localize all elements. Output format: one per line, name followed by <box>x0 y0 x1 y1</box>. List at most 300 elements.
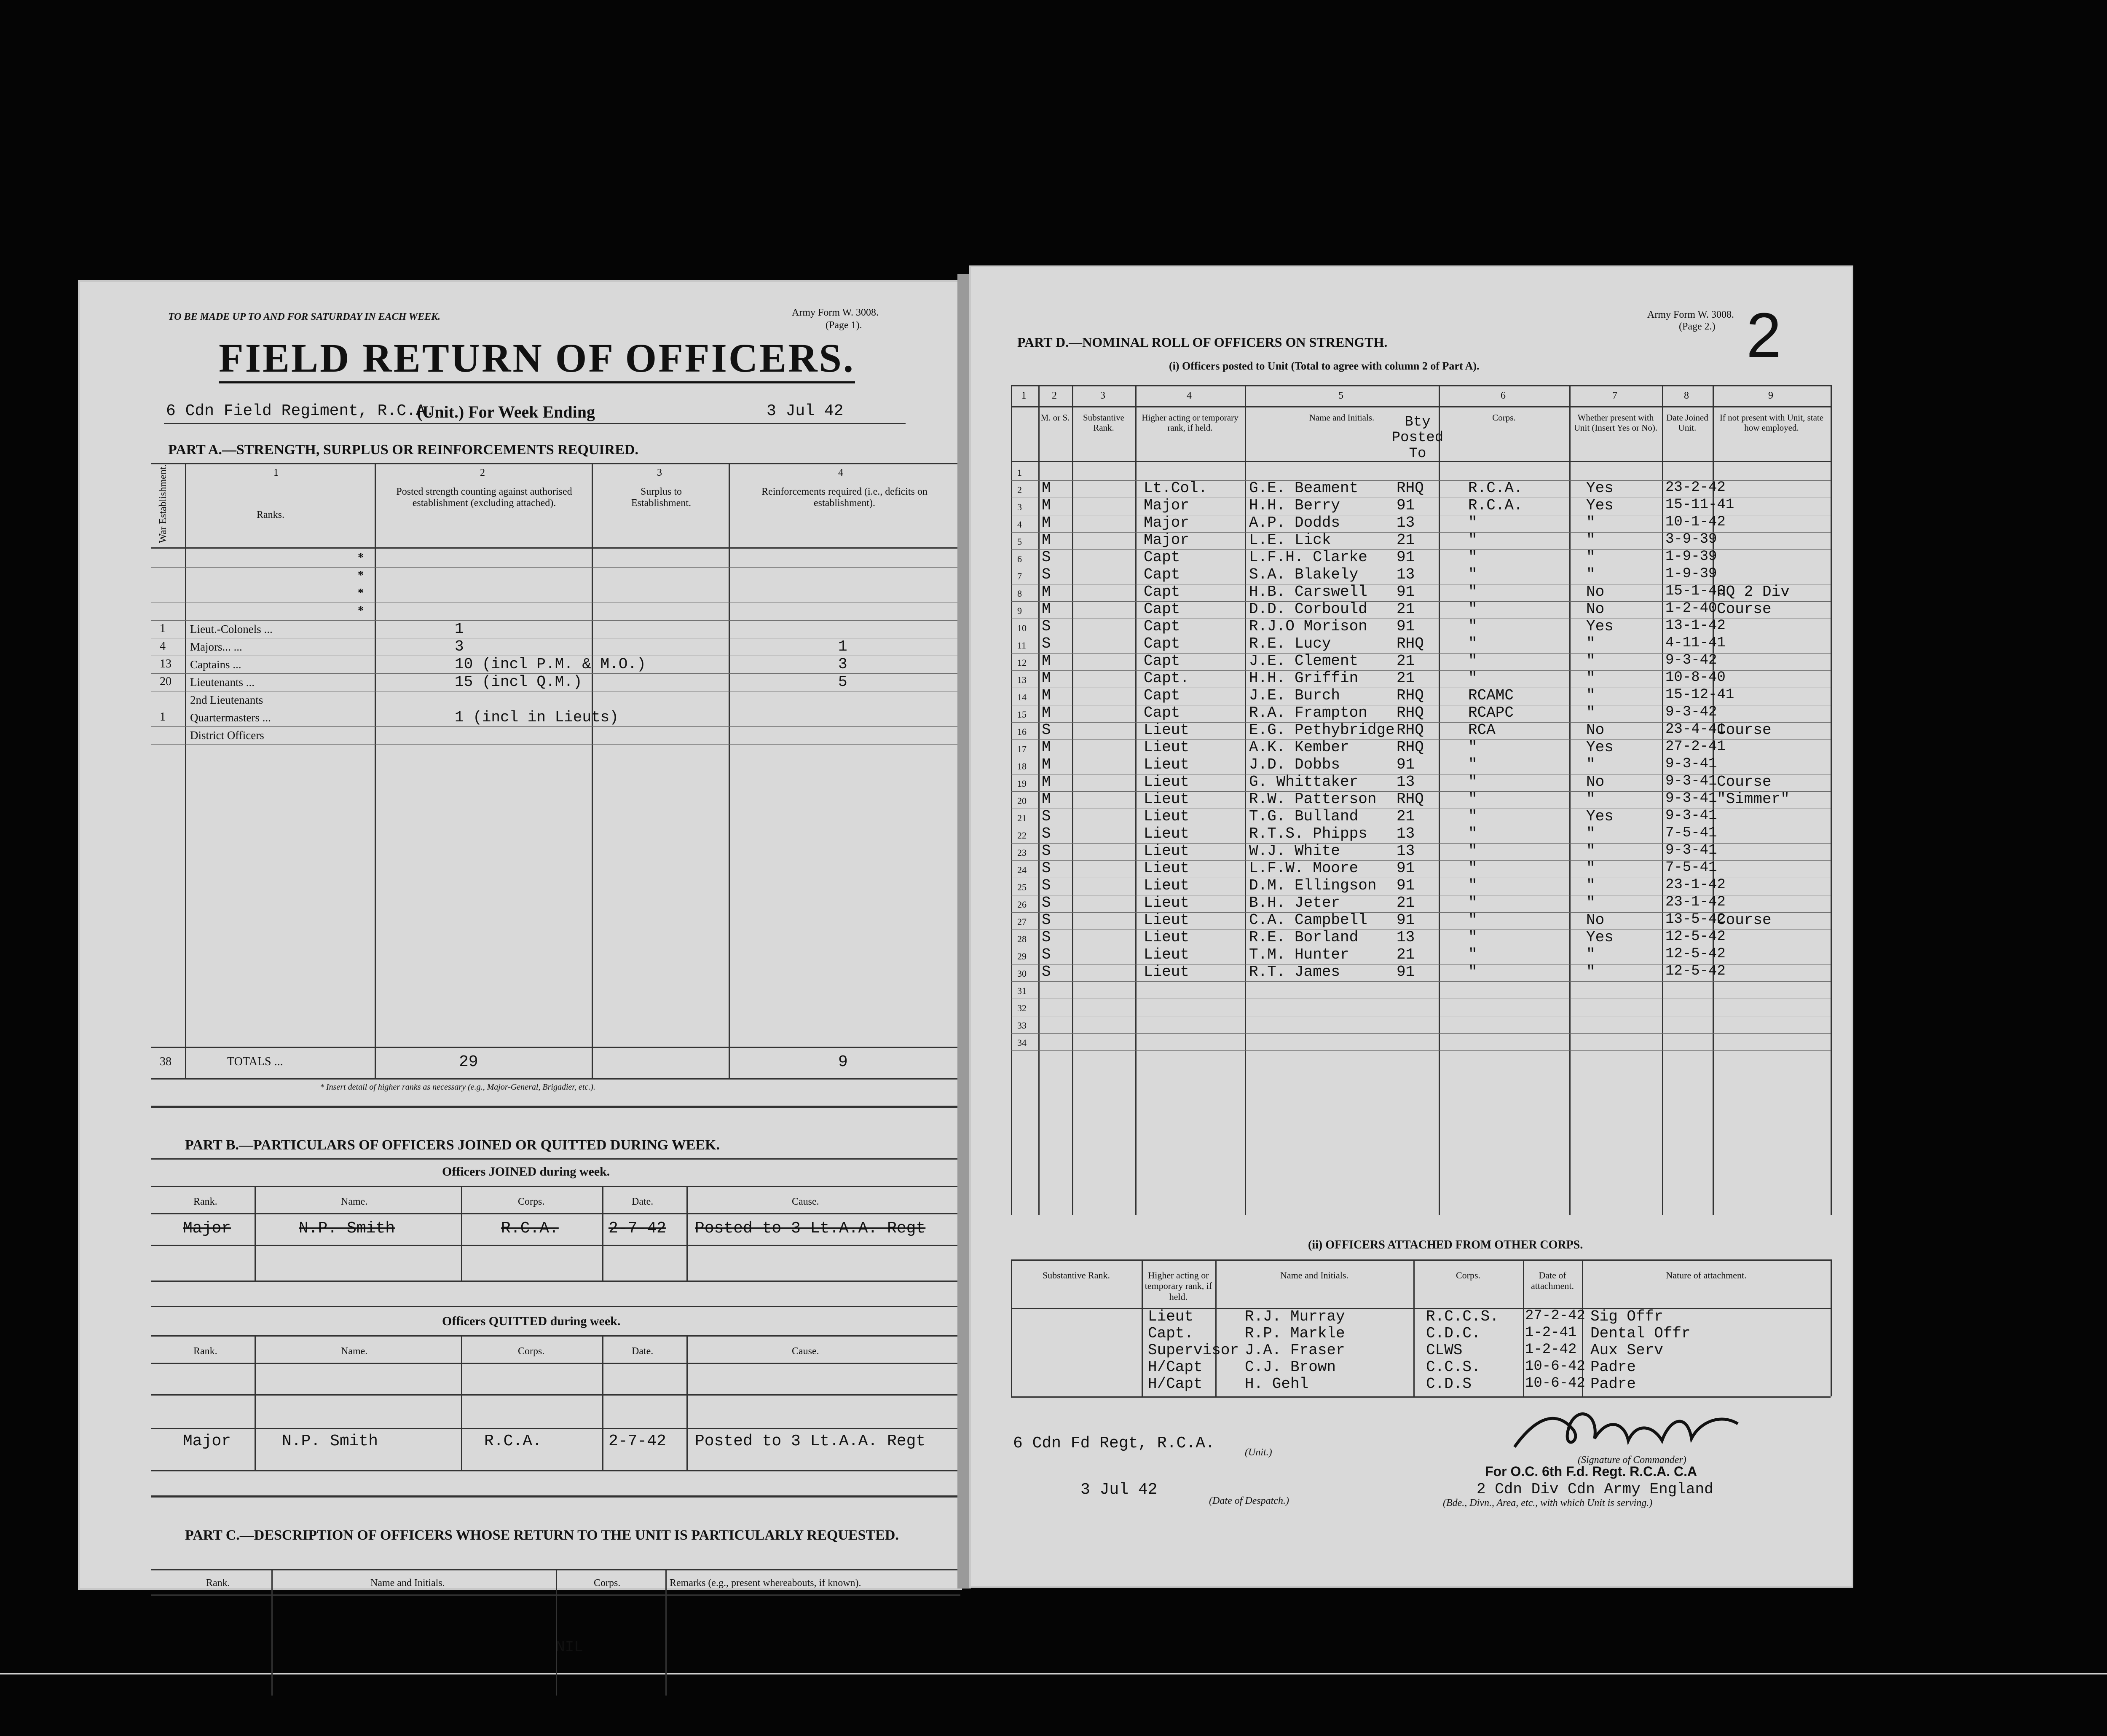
row-number: 12 <box>1017 657 1027 668</box>
battery: 91 <box>1397 860 1415 877</box>
officer-name: A.K. Kember <box>1249 739 1349 756</box>
col-name: Name. <box>341 1196 368 1207</box>
form-title: FIELD RETURN OF OFFICERS. <box>219 335 855 383</box>
unit-name: 6 Cdn Field Regiment, R.C.A. <box>166 402 435 420</box>
column-header: Higher acting or temporary rank, if held. <box>1142 413 1238 433</box>
corps: " <box>1468 894 1477 911</box>
column-header: Date Joined Unit. <box>1666 413 1708 433</box>
officer-name: E.G. Pethybridge <box>1249 721 1395 739</box>
employment: Course <box>1717 721 1772 739</box>
asterisk: * <box>358 604 364 617</box>
acting-rank: Lieut <box>1144 721 1190 739</box>
acting-rank: Capt <box>1144 618 1180 635</box>
column-number: 9 <box>1768 390 1773 401</box>
corps: " <box>1468 756 1477 773</box>
battery: 21 <box>1397 600 1415 618</box>
officer-name: B.H. Jeter <box>1249 894 1340 911</box>
attached-rank: Lieut <box>1148 1308 1194 1325</box>
rank-label: Lieut.-Colonels ... <box>190 623 273 635</box>
war-establishment: 1 <box>160 622 166 635</box>
battery: RHQ <box>1397 704 1424 721</box>
attached-nature: Sig Offr <box>1590 1308 1663 1325</box>
battery: 91 <box>1397 877 1415 894</box>
battery: 13 <box>1397 825 1415 842</box>
ms: S <box>1042 963 1051 981</box>
joined-name: N.P. Smith <box>299 1219 395 1238</box>
officer-name: H.H. Griffin <box>1249 670 1359 687</box>
col-rank: Rank. <box>193 1196 217 1207</box>
formation-label: (Bde., Divn., Area, etc., with which Unit is serving.) <box>1443 1498 1653 1508</box>
attached-corps: C.D.C. <box>1426 1325 1481 1342</box>
ms: S <box>1042 842 1051 860</box>
attached-corps: C.D.S <box>1426 1375 1472 1393</box>
column-number: 2 <box>1052 390 1057 401</box>
quitted-name: N.P. Smith <box>282 1432 378 1450</box>
present: Yes <box>1586 739 1614 756</box>
column-header: Substantive Rank. <box>1083 413 1124 433</box>
signature <box>1510 1401 1746 1460</box>
attached-nature: Dental Offr <box>1590 1325 1691 1342</box>
employment: "Simmer" <box>1717 790 1790 808</box>
column-number: 1 <box>1021 390 1027 401</box>
present: No <box>1586 583 1605 600</box>
totals-posted: 29 <box>459 1053 478 1071</box>
corps: " <box>1468 618 1477 635</box>
footer-date-label: (Date of Despatch.) <box>1209 1495 1289 1506</box>
attached-header: Date of attachment. <box>1531 1270 1574 1291</box>
joined-cause: Posted to 3 Lt.A.A. Regt <box>695 1219 926 1238</box>
attached-corps: R.C.C.S. <box>1426 1308 1499 1325</box>
date-joined: 9-3-42 <box>1665 652 1717 668</box>
date-joined: 23-1-42 <box>1665 877 1726 893</box>
col-num: 4 <box>838 467 843 478</box>
acting-rank: Lieut <box>1144 929 1190 946</box>
battery: RHQ <box>1397 790 1424 808</box>
attached-date: 10-6-42 <box>1525 1375 1585 1391</box>
attached-corps: CLWS <box>1426 1342 1463 1359</box>
present: " <box>1586 825 1595 842</box>
footer-date: 3 Jul 42 <box>1080 1481 1158 1499</box>
reinforcements: 1 <box>838 638 847 655</box>
col-rank: Rank. <box>206 1578 230 1589</box>
ms: S <box>1042 825 1051 842</box>
col-reinforcements: Reinforcements required (i.e., deficits on establishment). <box>761 486 928 509</box>
corps: R.C.A. <box>1468 480 1523 497</box>
officer-name: H.H. Berry <box>1249 497 1340 514</box>
date-joined: 3-9-39 <box>1665 531 1717 547</box>
corps: " <box>1468 549 1477 566</box>
acting-rank: Capt <box>1144 635 1180 652</box>
column-number: 6 <box>1501 390 1506 401</box>
battery: 91 <box>1397 963 1415 981</box>
asterisk: * <box>358 551 364 564</box>
present: " <box>1586 704 1595 721</box>
present: " <box>1586 549 1595 566</box>
corps: " <box>1468 670 1477 687</box>
week-ending: 3 Jul 42 <box>767 402 844 420</box>
rank-label: District Officers <box>190 729 264 742</box>
war-establishment: 13 <box>160 657 172 670</box>
rank-label: Lieutenants ... <box>190 676 255 689</box>
asterisk: * <box>358 587 364 600</box>
corps: " <box>1468 911 1477 929</box>
attached-rank: H/Capt <box>1148 1375 1203 1393</box>
page-number: (Page 1). <box>826 320 862 331</box>
date-joined: 27-2-41 <box>1665 739 1726 755</box>
date-joined: 15-1-40 <box>1665 583 1726 599</box>
col-num: 1 <box>273 467 279 478</box>
column-number: 7 <box>1612 390 1617 401</box>
rank-label: 2nd Lieutenants <box>190 694 263 706</box>
attached-rank: Capt. <box>1148 1325 1194 1342</box>
date-joined: 13-5-42 <box>1665 911 1726 927</box>
row-number: 2 <box>1017 485 1022 495</box>
column-header: If not present with Unit, state how employed. <box>1719 413 1824 433</box>
col-num: 2 <box>480 467 485 478</box>
col-corps: Corps. <box>594 1578 621 1589</box>
column-header: Corps. <box>1492 413 1516 423</box>
page-number: (Page 2.) <box>1679 321 1716 332</box>
ms: M <box>1042 704 1051 721</box>
acting-rank: Lieut <box>1144 946 1190 963</box>
date-joined: 1-9-39 <box>1665 566 1717 582</box>
ms: S <box>1042 618 1051 635</box>
col-corps: Corps. <box>518 1196 545 1207</box>
present: Yes <box>1586 929 1614 946</box>
ms: S <box>1042 549 1051 566</box>
row-number: 33 <box>1017 1020 1027 1031</box>
officer-name: D.D. Corbould <box>1249 600 1367 618</box>
officer-name: J.D. Dobbs <box>1249 756 1340 773</box>
row-number: 19 <box>1017 778 1027 789</box>
row-number: 14 <box>1017 692 1027 702</box>
acting-rank: Major <box>1144 514 1190 531</box>
attached-name: C.J. Brown <box>1245 1358 1336 1376</box>
unit-label: (Unit.) For Week Ending <box>417 402 595 421</box>
sub-ii-title: (ii) OFFICERS ATTACHED FROM OTHER CORPS. <box>1308 1238 1583 1251</box>
present: " <box>1586 756 1595 773</box>
ms: M <box>1042 531 1051 549</box>
acting-rank: Capt <box>1144 583 1180 600</box>
corps: " <box>1468 946 1477 963</box>
officer-name: T.M. Hunter <box>1249 946 1349 963</box>
col-surplus: Surplus to Establishment. <box>631 486 691 509</box>
asterisk: * <box>358 569 364 582</box>
corps: " <box>1468 514 1477 531</box>
quitted-title: Officers QUITTED during week. <box>442 1314 621 1328</box>
col-rank: Rank. <box>193 1346 217 1357</box>
totals-est: 38 <box>160 1055 172 1068</box>
officer-name: L.E. Lick <box>1249 531 1331 549</box>
row-number: 7 <box>1017 571 1022 581</box>
footnote: * Insert detail of higher ranks as necessary (e.g., Major-General, Brigadier, etc.). <box>320 1082 595 1092</box>
ms: S <box>1042 877 1051 894</box>
posted-strength: 1 (incl in Lieuts) <box>455 709 619 726</box>
ms: M <box>1042 739 1051 756</box>
ms: M <box>1042 756 1051 773</box>
officer-name: R.T.S. Phipps <box>1249 825 1367 842</box>
quitted-rank: Major <box>183 1432 231 1450</box>
ms: M <box>1042 583 1051 600</box>
present: " <box>1586 963 1595 981</box>
row-number: 24 <box>1017 865 1027 875</box>
attached-header: Higher acting or temporary rank, if held. <box>1145 1270 1212 1302</box>
corps: " <box>1468 583 1477 600</box>
attached-date: 10-6-42 <box>1525 1358 1585 1374</box>
officer-name: D.M. Ellingson <box>1249 877 1377 894</box>
battery: 21 <box>1397 652 1415 670</box>
corps: " <box>1468 600 1477 618</box>
posted-strength: 15 (incl Q.M.) <box>455 673 582 691</box>
attached-date: 1-2-42 <box>1525 1342 1577 1358</box>
row-number: 31 <box>1017 986 1027 996</box>
sub-i-title: (i) Officers posted to Unit (Total to agree with column 2 of Part A). <box>1169 360 1480 372</box>
attached-name: H. Gehl <box>1245 1375 1309 1393</box>
corps: " <box>1468 773 1477 790</box>
corps: " <box>1468 790 1477 808</box>
ms: S <box>1042 894 1051 911</box>
ms: M <box>1042 497 1051 514</box>
ms: M <box>1042 514 1051 531</box>
date-joined: 12-5-42 <box>1665 929 1726 945</box>
row-number: 1 <box>1017 467 1022 478</box>
present: " <box>1586 894 1595 911</box>
totals-label: TOTALS ... <box>227 1055 283 1068</box>
battery: 13 <box>1397 773 1415 790</box>
present: " <box>1586 860 1595 877</box>
battery: 21 <box>1397 894 1415 911</box>
employment: Course <box>1717 911 1772 929</box>
ms: S <box>1042 566 1051 583</box>
present: " <box>1586 842 1595 860</box>
present: " <box>1586 514 1595 531</box>
officer-name: J.E. Clement <box>1249 652 1359 670</box>
present: " <box>1586 566 1595 583</box>
date-joined: 9-3-42 <box>1665 704 1717 720</box>
col-num: 3 <box>657 467 662 478</box>
date-joined: 15-11-41 <box>1665 497 1734 513</box>
war-establishment: 4 <box>160 640 166 653</box>
column-number: 3 <box>1100 390 1105 401</box>
row-number: 16 <box>1017 726 1027 737</box>
joined-rank: Major <box>183 1219 231 1238</box>
acting-rank: Lieut <box>1144 842 1190 860</box>
attached-header: Substantive Rank. <box>1042 1270 1110 1281</box>
row-number: 32 <box>1017 1003 1027 1013</box>
officer-name: R.W. Patterson <box>1249 790 1377 808</box>
col-cause: Cause. <box>792 1346 819 1357</box>
row-number: 34 <box>1017 1037 1027 1048</box>
corps: " <box>1468 963 1477 981</box>
battery: RHQ <box>1397 687 1424 704</box>
joined-date: 2-7-42 <box>609 1219 666 1238</box>
officer-name: R.J.O Morison <box>1249 618 1367 635</box>
battery: 13 <box>1397 566 1415 583</box>
row-number: 11 <box>1017 640 1027 651</box>
totals-reinf: 9 <box>838 1053 848 1071</box>
acting-rank: Capt <box>1144 704 1180 721</box>
col-name-initials: Name and Initials. <box>370 1578 445 1589</box>
col-cause: Cause. <box>792 1196 819 1207</box>
row-number: 21 <box>1017 813 1027 823</box>
ms: M <box>1042 600 1051 618</box>
row-number: 15 <box>1017 709 1027 720</box>
attached-rank: H/Capt <box>1148 1358 1203 1376</box>
battery: 21 <box>1397 808 1415 825</box>
present: " <box>1586 670 1595 687</box>
ms: S <box>1042 929 1051 946</box>
attached-rank: Supervisor <box>1148 1342 1239 1359</box>
employment: HQ 2 Div <box>1717 583 1790 600</box>
page-mark: 2 <box>1746 300 1782 370</box>
corps: " <box>1468 531 1477 549</box>
row-number: 10 <box>1017 623 1027 633</box>
officer-name: L.F.H. Clarke <box>1249 549 1367 566</box>
posted-strength: 1 <box>455 620 464 638</box>
present: No <box>1586 773 1605 790</box>
ms: M <box>1042 670 1051 687</box>
attached-header: Name and Initials. <box>1280 1270 1348 1281</box>
officer-name: R.T. James <box>1249 963 1340 981</box>
corps: " <box>1468 860 1477 877</box>
date-joined: 15-12-41 <box>1665 687 1734 703</box>
war-establishment: 20 <box>160 675 172 688</box>
quitted-corps: R.C.A. <box>484 1432 542 1450</box>
corps: RCA <box>1468 721 1496 739</box>
row-number: 30 <box>1017 968 1027 979</box>
war-establishment: 1 <box>160 710 166 723</box>
quitted-cause: Posted to 3 Lt.A.A. Regt <box>695 1432 926 1450</box>
header-note: TO BE MADE UP TO AND FOR SATURDAY IN EACH WEEK. <box>168 311 441 322</box>
corps: " <box>1468 652 1477 670</box>
col-date: Date. <box>632 1196 654 1207</box>
col-date: Date. <box>632 1346 654 1357</box>
acting-rank: Lieut <box>1144 756 1190 773</box>
attached-nature: Aux Serv <box>1590 1342 1663 1359</box>
employment: Course <box>1717 773 1772 790</box>
battery: RHQ <box>1397 480 1424 497</box>
officer-name: W.J. White <box>1249 842 1340 860</box>
reinforcements: 5 <box>838 673 847 691</box>
signature-label: (Signature of Commander) <box>1578 1455 1686 1465</box>
row-number: 4 <box>1017 519 1022 530</box>
corps: RCAPC <box>1468 704 1514 721</box>
date-joined: 7-5-41 <box>1665 825 1717 841</box>
battery: RHQ <box>1397 739 1424 756</box>
battery: 13 <box>1397 514 1415 531</box>
row-number: 22 <box>1017 830 1027 841</box>
col-remarks: Remarks (e.g., present whereabouts, if known). <box>670 1578 861 1589</box>
corps: " <box>1468 808 1477 825</box>
officer-name: L.F.W. Moore <box>1249 860 1359 877</box>
attached-header: Nature of attachment. <box>1666 1270 1747 1281</box>
officer-name: A.P. Dodds <box>1249 514 1340 531</box>
acting-rank: Lieut <box>1144 773 1190 790</box>
row-number: 25 <box>1017 882 1027 892</box>
left-page <box>78 280 962 1656</box>
row-number: 23 <box>1017 847 1027 858</box>
joined-corps: R.C.A. <box>501 1219 559 1238</box>
column-number: 4 <box>1187 390 1192 401</box>
attached-date: 27-2-42 <box>1525 1308 1585 1324</box>
present: " <box>1586 531 1595 549</box>
row-number: 29 <box>1017 951 1027 962</box>
footer-unit-label: (Unit.) <box>1245 1447 1272 1458</box>
battery: 21 <box>1397 531 1415 549</box>
date-joined: 23-2-42 <box>1665 480 1726 496</box>
bty-posted-note: Bty Posted To <box>1391 414 1444 462</box>
present: " <box>1586 946 1595 963</box>
officer-name: G.E. Beament <box>1249 480 1359 497</box>
acting-rank: Lieut <box>1144 911 1190 929</box>
ms: M <box>1042 773 1051 790</box>
present: Yes <box>1586 497 1614 514</box>
battery: 21 <box>1397 670 1415 687</box>
corps: " <box>1468 635 1477 652</box>
date-joined: 9-3-41 <box>1665 756 1717 772</box>
officer-name: G. Whittaker <box>1249 773 1359 790</box>
joined-title: Officers JOINED during week. <box>442 1165 610 1179</box>
corps: " <box>1468 566 1477 583</box>
corps: R.C.A. <box>1468 497 1523 514</box>
part-a-title: PART A.—STRENGTH, SURPLUS OR REINFORCEMENTS REQUIRED. <box>168 442 638 458</box>
acting-rank: Major <box>1144 497 1190 514</box>
row-number: 18 <box>1017 761 1027 772</box>
date-joined: 9-3-41 <box>1665 842 1717 858</box>
row-number: 6 <box>1017 554 1022 564</box>
col-posted: Posted strength counting against authorised establishment (excluding attached). <box>396 486 572 509</box>
ms: S <box>1042 860 1051 877</box>
ms: S <box>1042 911 1051 929</box>
date-joined: 13-1-42 <box>1665 618 1726 634</box>
col-ranks: Ranks. <box>257 509 284 520</box>
right-page <box>969 265 1853 1588</box>
date-joined: 9-3-41 <box>1665 790 1717 806</box>
acting-rank: Lieut <box>1144 894 1190 911</box>
present: " <box>1586 652 1595 670</box>
present: Yes <box>1586 618 1614 635</box>
acting-rank: Lieut <box>1144 963 1190 981</box>
row-number: 5 <box>1017 536 1022 547</box>
column-header: M. or S. <box>1040 413 1070 423</box>
officer-name: S.A. Blakely <box>1249 566 1359 583</box>
battery: 91 <box>1397 618 1415 635</box>
row-number: 27 <box>1017 916 1027 927</box>
battery: 91 <box>1397 756 1415 773</box>
present: Yes <box>1586 480 1614 497</box>
col-name: Name. <box>341 1346 368 1357</box>
officer-name: C.A. Campbell <box>1249 911 1367 929</box>
rank-label: Majors... ... <box>190 640 242 653</box>
present: " <box>1586 877 1595 894</box>
row-number: 9 <box>1017 605 1022 616</box>
officer-name: R.A. Frampton <box>1249 704 1367 721</box>
date-joined: 12-5-42 <box>1665 963 1726 979</box>
battery: 91 <box>1397 497 1415 514</box>
ms: S <box>1042 721 1051 739</box>
officer-name: R.E. Borland <box>1249 929 1359 946</box>
col-corps: Corps. <box>518 1346 545 1357</box>
acting-rank: Lieut <box>1144 877 1190 894</box>
battery: 91 <box>1397 549 1415 566</box>
formation: 2 Cdn Div Cdn Army England <box>1477 1481 1713 1498</box>
date-joined: 9-3-41 <box>1665 808 1717 824</box>
battery: 91 <box>1397 583 1415 600</box>
acting-rank: Lieut <box>1144 825 1190 842</box>
acting-rank: Lieut <box>1144 739 1190 756</box>
attached-corps: C.C.S. <box>1426 1358 1481 1376</box>
acting-rank: Capt <box>1144 652 1180 670</box>
